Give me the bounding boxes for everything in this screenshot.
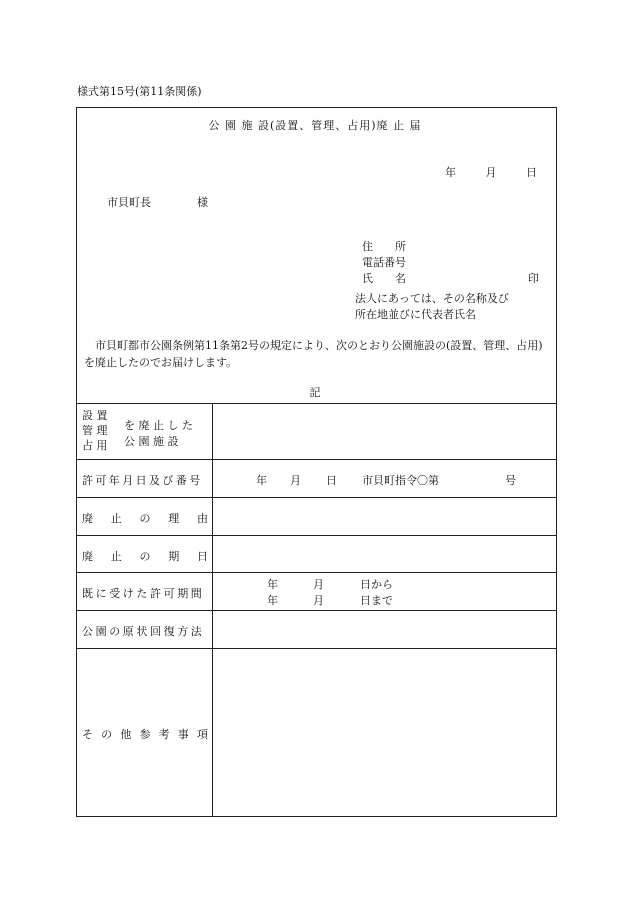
permit-day: 日 (326, 474, 337, 487)
facility-value-field[interactable] (214, 405, 555, 457)
abolition-date-label: 廃 止 の 期 日 (82, 550, 208, 563)
column-divider (212, 403, 213, 816)
addressee-name: 市貝町長 (107, 196, 151, 209)
body-text-content: 市貝町都市公園条例第11条第2号の規定により、次のとおり公園施設の(設置、管理、占用)を廃止したのでお届けします。 (84, 339, 543, 369)
table-top-line (76, 403, 557, 404)
period-to-month: 月 (313, 594, 324, 607)
permit-number-suffix: 号 (505, 474, 516, 487)
date-year: 年 (445, 166, 456, 179)
option-setchi: 設 置 (82, 409, 108, 422)
row-line (76, 572, 557, 573)
other-notes-label: そ の 他 参 考 事 項 (82, 728, 208, 741)
form-title: 公 園 施 設(設置、管理、占用)廃 止 届 (208, 119, 422, 132)
period-to: 日まで (360, 594, 393, 607)
facility-label-1: を 廃 止 し た (124, 419, 193, 432)
facility-options (82, 408, 108, 453)
restoration-label: 公園の原状回復方法 (82, 625, 205, 638)
permit-label: 許可年月日及び番号 (82, 474, 203, 487)
permit-year: 年 (256, 474, 267, 487)
permit-month: 月 (290, 474, 301, 487)
abolition-date-field[interactable] (214, 537, 555, 570)
period-to-year: 年 (267, 594, 278, 607)
applicant-address-label: 住 所 (362, 240, 406, 253)
addressee (107, 194, 208, 210)
applicant-phone-label: 電話番号 (362, 256, 406, 269)
restoration-value-field[interactable] (214, 612, 555, 646)
period-from: 日から (360, 578, 393, 591)
corporate-note-1: 法人にあっては、その名称及び (355, 292, 509, 305)
ki-mark: 記 (309, 386, 321, 399)
seal-mark: 印 (528, 272, 539, 285)
row-line (76, 648, 557, 649)
applicant-name-label: 氏 名 (362, 272, 406, 285)
reason-label: 廃 止 の 理 由 (82, 512, 208, 525)
row-line (76, 497, 557, 498)
row-line (76, 610, 557, 611)
addressee-honorific: 様 (197, 196, 208, 209)
row-line (76, 535, 557, 536)
date-day: 日 (526, 166, 537, 179)
submission-date (445, 164, 537, 180)
permit-number-prefix: 市貝町指令〇第 (362, 474, 439, 487)
facility-label-2: 公 園 施 設 (124, 435, 179, 448)
option-senyo: 占 用 (82, 439, 108, 452)
period-from-month: 月 (313, 578, 324, 591)
date-month: 月 (485, 166, 497, 179)
other-notes-field[interactable] (214, 650, 555, 814)
permitted-period-label: 既に受けた許可期間 (82, 587, 205, 600)
period-from-year: 年 (267, 578, 278, 591)
corporate-note-2: 所在地並びに代表者氏名 (355, 308, 476, 321)
option-kanri: 管 理 (82, 424, 108, 437)
row-line (76, 459, 557, 460)
reason-value-field[interactable] (214, 499, 555, 533)
body-text (84, 337, 550, 371)
form-number: 様式第15号(第11条関係) (77, 85, 202, 98)
